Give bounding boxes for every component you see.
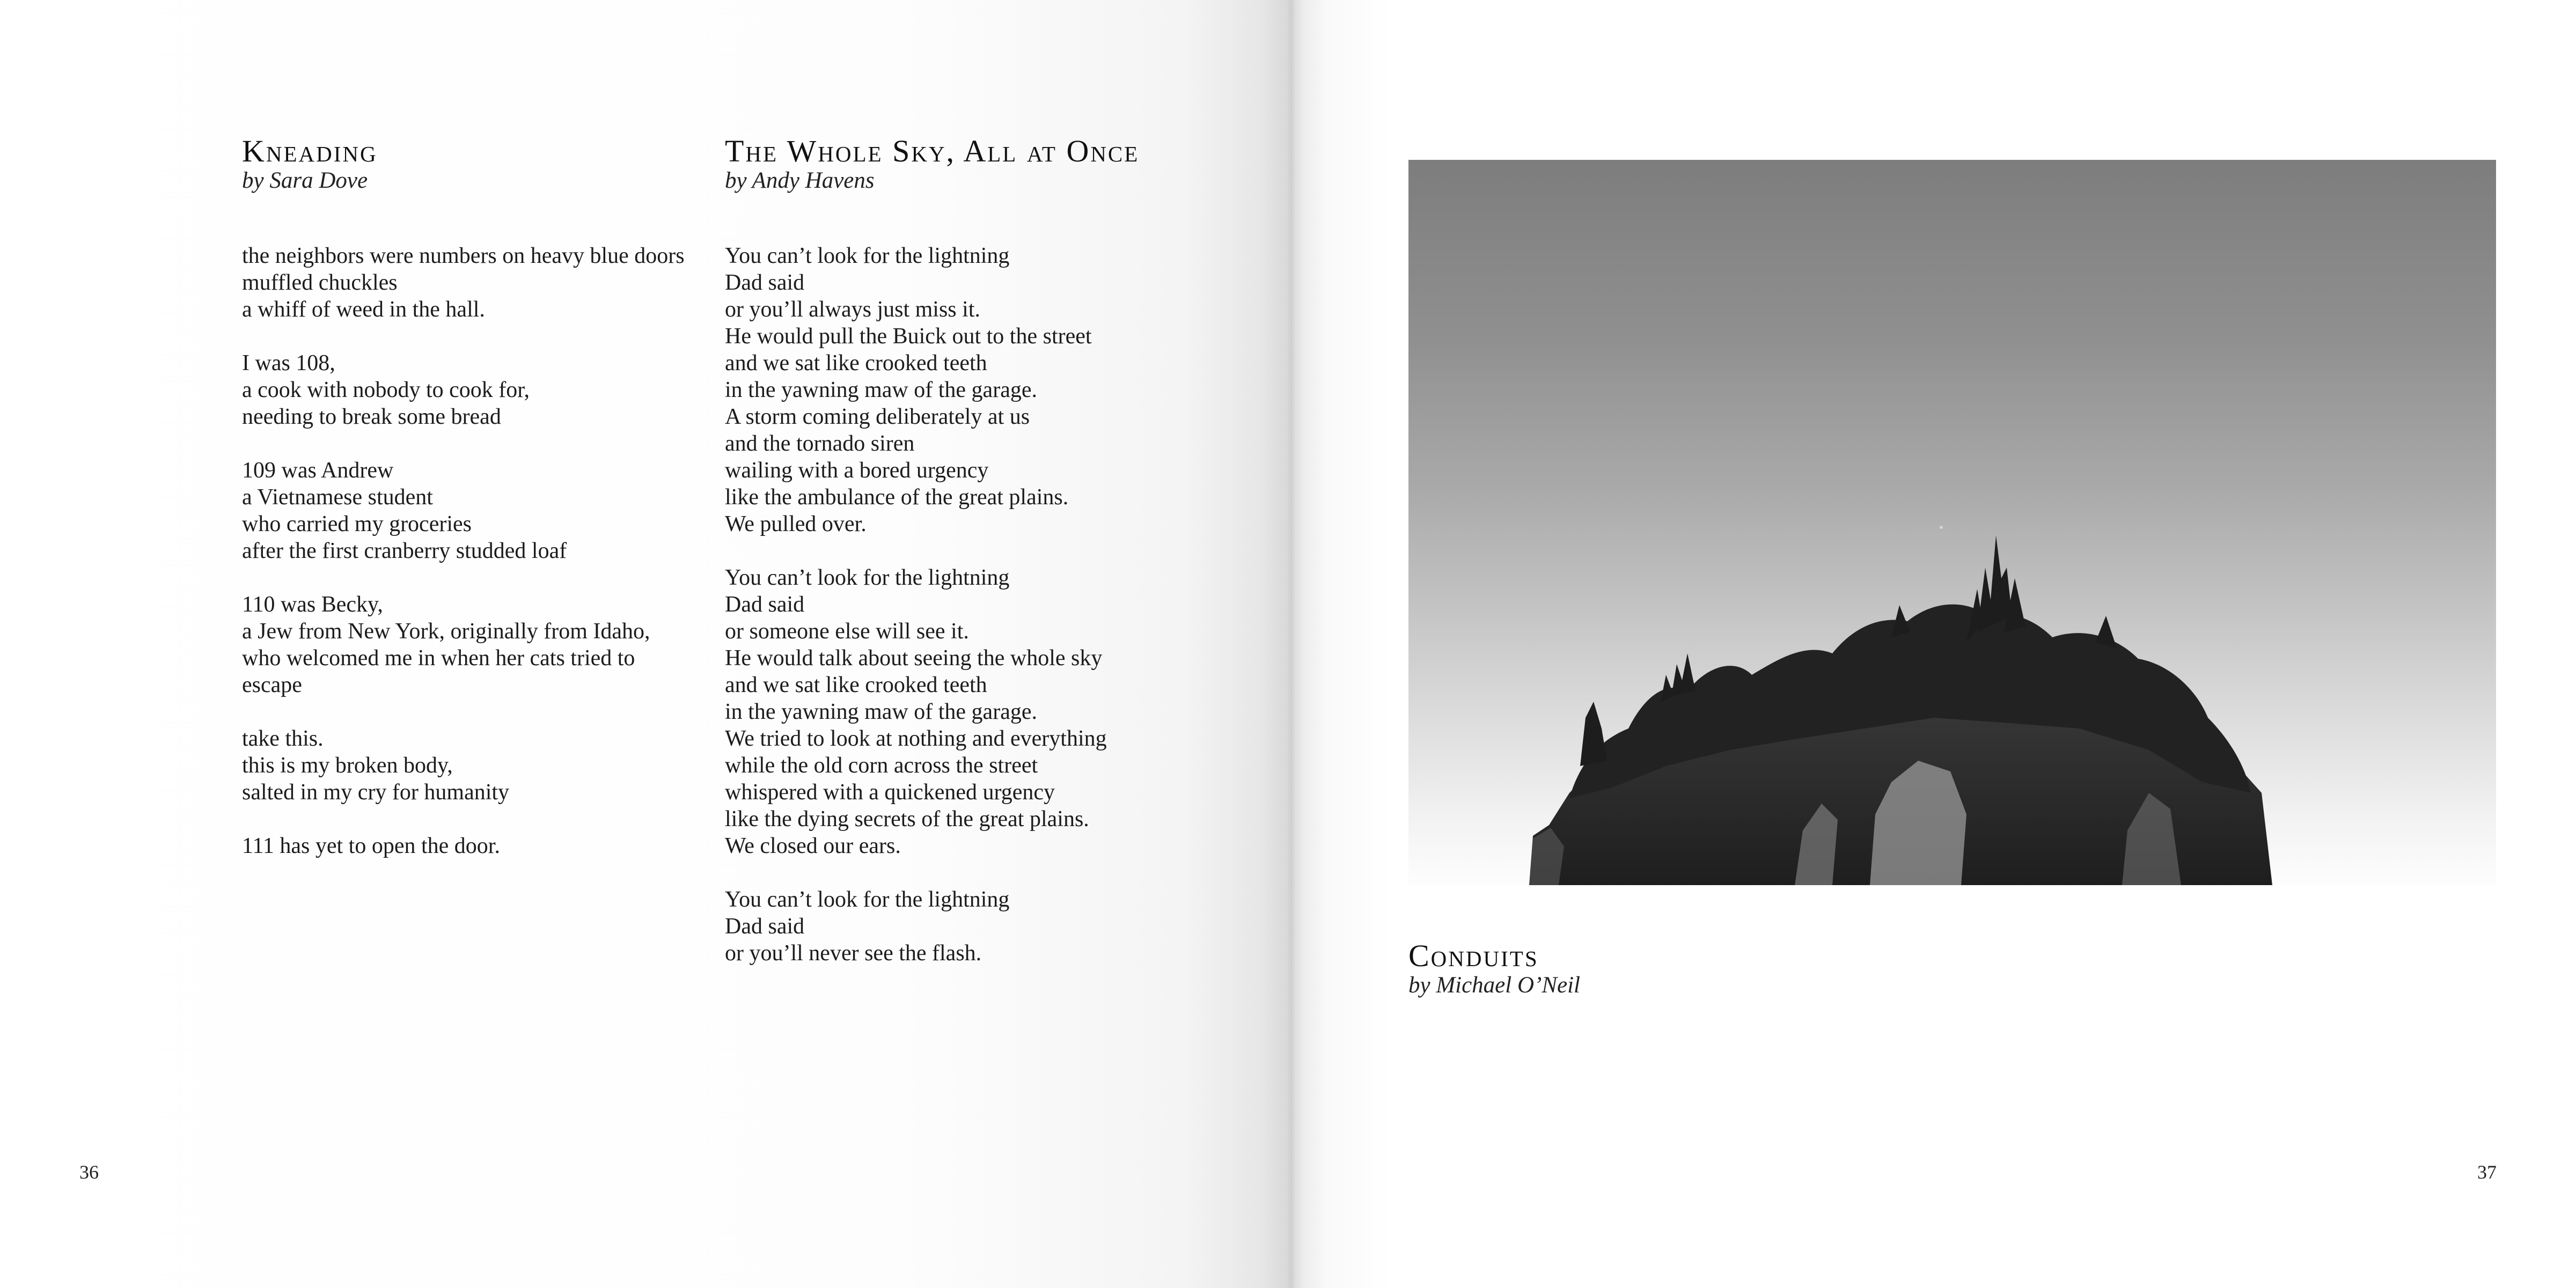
stanza bbox=[242, 725, 703, 806]
page-number: 36 bbox=[79, 1161, 99, 1183]
sea-stack-illustration bbox=[1408, 160, 2496, 885]
poem-line: this is my broken body, bbox=[242, 753, 453, 778]
poem-line: muffled chuckles bbox=[242, 270, 398, 295]
poem-line: Dad said bbox=[725, 592, 805, 617]
poem-line: He would pull the Buick out to the street bbox=[725, 324, 1092, 349]
poem-line: We tried to look at nothing and everything bbox=[725, 726, 1107, 751]
page-number: 37 bbox=[2477, 1161, 2497, 1183]
poem-title: The Whole Sky, All at Once bbox=[725, 134, 1140, 168]
book-gutter bbox=[1290, 0, 1296, 1288]
poem-line: salted in my cry for humanity bbox=[242, 780, 510, 805]
poem-line: like the dying secrets of the great plains. bbox=[725, 807, 1089, 831]
poem-line: You can’t look for the lightning bbox=[725, 244, 1010, 268]
poem-body bbox=[242, 242, 703, 859]
poem-line: A storm coming deliberately at us bbox=[725, 404, 1030, 429]
poem-line: You can’t look for the lightning bbox=[725, 887, 1010, 912]
poem-line: whispered with a quickened urgency bbox=[725, 780, 1055, 805]
moon-speck bbox=[1940, 526, 1943, 529]
stanza bbox=[242, 591, 703, 698]
poem-line: a Jew from New York, originally from Idaho, bbox=[242, 619, 650, 644]
poem-line: 110 was Becky, bbox=[242, 592, 383, 617]
stanza bbox=[242, 833, 703, 859]
poem-line: a Vietnamese student bbox=[242, 485, 433, 510]
poem-line: like the ambulance of the great plains. bbox=[725, 485, 1069, 510]
poem-whole-sky bbox=[725, 135, 1208, 993]
poem-line: and we sat like crooked teeth bbox=[725, 673, 987, 697]
poem-line: 109 was Andrew bbox=[242, 458, 394, 483]
poem-line: while the old corn across the street bbox=[725, 753, 1038, 778]
stanza bbox=[725, 564, 1208, 859]
poem-line: You can’t look for the lightning bbox=[725, 565, 1010, 590]
poem-line: in the yawning maw of the garage. bbox=[725, 700, 1037, 724]
poem-byline: by Sara Dove bbox=[242, 168, 368, 193]
poem-line: a cook with nobody to cook for, bbox=[242, 378, 530, 402]
photo-title: Conduits bbox=[1408, 938, 1539, 973]
poem-kneading bbox=[242, 135, 703, 886]
poem-line: 111 has yet to open the door. bbox=[242, 834, 500, 858]
poem-line: needing to break some bread bbox=[242, 404, 501, 429]
stanza bbox=[242, 457, 703, 564]
poem-line: I was 108, bbox=[242, 351, 335, 376]
poem-line: who welcomed me in when her cats tried to bbox=[242, 646, 635, 671]
poem-line: and the tornado siren bbox=[725, 431, 915, 456]
poem-line: We closed our ears. bbox=[725, 834, 901, 858]
photograph-sea-stack bbox=[1408, 160, 2496, 885]
poem-body bbox=[725, 242, 1208, 967]
poem-title: Kneading bbox=[242, 134, 378, 168]
poem-line: take this. bbox=[242, 726, 324, 751]
poem-line: Dad said bbox=[725, 270, 805, 295]
poem-line: who carried my groceries bbox=[242, 512, 472, 536]
stanza bbox=[725, 242, 1208, 538]
poem-line: in the yawning maw of the garage. bbox=[725, 378, 1037, 402]
stanza bbox=[242, 350, 703, 430]
right-page bbox=[1288, 0, 2576, 1288]
poem-line: He would talk about seeing the whole sky bbox=[725, 646, 1103, 671]
poem-byline: by Andy Havens bbox=[725, 168, 875, 193]
poem-line: Dad said bbox=[725, 914, 805, 939]
poem-line: wailing with a bored urgency bbox=[725, 458, 989, 483]
poem-line: We pulled over. bbox=[725, 512, 867, 536]
poem-line: a whiff of weed in the hall. bbox=[242, 297, 485, 322]
poem-line: or someone else will see it. bbox=[725, 619, 969, 644]
stanza bbox=[242, 242, 703, 323]
poem-line: after the first cranberry studded loaf bbox=[242, 539, 567, 563]
photo-byline: by Michael O’Neil bbox=[1408, 973, 1581, 998]
poem-line: escape bbox=[242, 673, 302, 697]
poem-line: the neighbors were numbers on heavy blue doors bbox=[242, 244, 685, 268]
stanza bbox=[725, 886, 1208, 967]
photo-caption bbox=[1408, 940, 1580, 999]
poem-line: or you’ll never see the flash. bbox=[725, 941, 982, 966]
poem-line: and we sat like crooked teeth bbox=[725, 351, 987, 376]
poem-line: or you’ll always just miss it. bbox=[725, 297, 980, 322]
